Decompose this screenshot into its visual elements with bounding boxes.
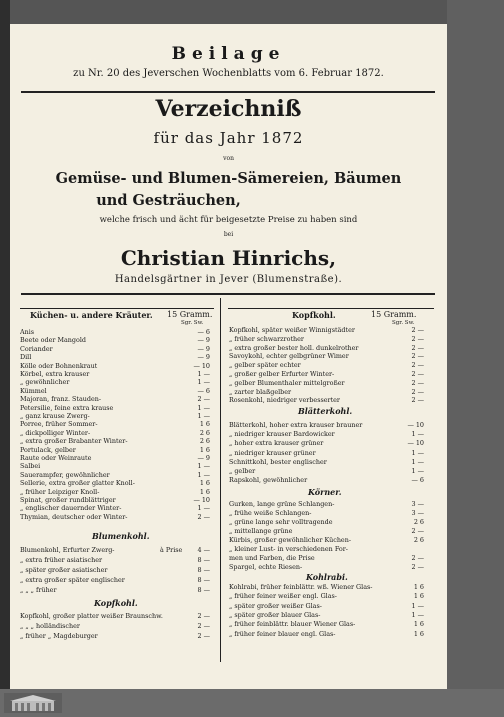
- item-name: „ extra früher asiatischer: [20, 556, 103, 564]
- list-item: [229, 352, 424, 360]
- book-binding: [0, 0, 10, 717]
- list-item: [229, 326, 424, 334]
- item-name: Portulack, gelber: [20, 445, 76, 454]
- item-price: 8 —: [197, 576, 210, 584]
- list-item: [20, 437, 210, 445]
- list-item: [229, 476, 424, 484]
- item-price: 1 —: [197, 378, 210, 387]
- left-unit: 15 Gramm.: [167, 310, 213, 319]
- item-price: 1 —: [197, 370, 210, 378]
- item-price: 2 —: [411, 527, 424, 535]
- item-price: 1 —: [197, 470, 210, 479]
- list-item: [229, 344, 424, 352]
- item-name: Kölle oder Bohnenkraut: [20, 361, 98, 370]
- right-heading: Kopfkohl.: [292, 310, 336, 320]
- list-item: [20, 420, 210, 428]
- item-name: Spinat, großer rundblättriger: [20, 496, 116, 504]
- item-name: Kürbis, großer gewöhnlicher Küchen-: [229, 536, 351, 544]
- item-price: 2 —: [197, 512, 210, 521]
- item-name: Savoykohl, echter gelbgrüner Wimer: [229, 352, 349, 361]
- list-item: [229, 611, 424, 619]
- item-price: 1 —: [411, 457, 424, 466]
- merchant-name: Christian Hinrichs,: [120, 246, 337, 270]
- item-price: 1 6: [199, 487, 210, 496]
- list-item: [229, 563, 424, 571]
- item-price: — 6: [411, 476, 424, 485]
- item-price: 1 6: [199, 479, 210, 488]
- item-price: — 6: [197, 386, 210, 395]
- item-name: Thymian, deutscher oder Winter-: [20, 512, 128, 521]
- list-item: [229, 439, 424, 447]
- item-name: „ kleiner Lust- in verschiedenen For-: [229, 545, 348, 553]
- item-price: 1 6: [413, 629, 424, 638]
- item-name: Kümmel: [20, 386, 47, 395]
- kopfkohl-left-heading: Kopfkohl.: [94, 598, 138, 608]
- verzeichniss-title: Verzeichniß: [155, 96, 302, 122]
- item-name: „ niedriger krauser grüner: [229, 448, 316, 457]
- item-price: 2 —: [411, 378, 424, 387]
- item-name: „ früher feinblättr. blauer Wiener Glas-: [229, 620, 356, 629]
- list-item: [20, 395, 210, 403]
- item-price: 1 —: [411, 601, 424, 610]
- item-name: „ früher „ Magdeburger: [20, 632, 98, 640]
- item-name: Dill: [20, 353, 32, 362]
- item-price: 2 —: [411, 396, 424, 405]
- item-name: Majoran, franz. Stauden-: [20, 395, 102, 404]
- item-price: 2 —: [411, 387, 424, 396]
- item-name: Petersilie, feine extra krause: [20, 403, 114, 412]
- list-item: [20, 504, 210, 512]
- list-item: [229, 467, 424, 475]
- list-item: [20, 546, 210, 554]
- item-price: — 9: [197, 454, 210, 462]
- item-name: „ extra großer bester holl. dunkelrother: [229, 343, 359, 352]
- list-item: [229, 379, 424, 387]
- list-item: [229, 518, 424, 526]
- item-name: „ gewöhnlicher: [20, 378, 70, 387]
- item-price: 2 —: [411, 361, 424, 370]
- item-name: „ niedriger krauser Bardowicker: [229, 430, 335, 439]
- list-item: [229, 620, 424, 628]
- item-price: 3 —: [411, 509, 424, 517]
- item-price: 1 —: [197, 462, 210, 471]
- list-item: [20, 632, 210, 640]
- list-item: [20, 353, 210, 361]
- item-price: 2 6: [199, 428, 210, 437]
- item-name: Coriander: [20, 344, 53, 353]
- item-name: Rosenkohl, niedriger verbesserter: [229, 396, 340, 405]
- left-heading: Küchen- u. andere Kräuter.: [30, 310, 153, 320]
- list-item: [20, 404, 210, 412]
- list-item: [229, 449, 424, 457]
- list-item: [20, 612, 210, 620]
- item-price: — 10: [193, 496, 210, 504]
- item-price: 2 —: [411, 370, 424, 378]
- offer-line: welche frisch und ächt für beigesetzte Preise zu haben sind: [99, 215, 358, 225]
- item-name: „ früher schwarzrother: [229, 334, 304, 343]
- list-item: [20, 556, 210, 564]
- item-price: 2 —: [411, 334, 424, 343]
- list-item: [229, 536, 424, 544]
- list-item: [229, 361, 424, 369]
- list-item: [20, 479, 210, 487]
- list-item: [20, 471, 210, 479]
- list-item: [20, 586, 210, 594]
- item-name: Raute oder Weinraute: [20, 454, 92, 462]
- item-price: 2 6: [413, 536, 424, 544]
- list-item: [20, 496, 210, 504]
- list-item: [229, 554, 424, 562]
- list-item: [20, 446, 210, 454]
- rule-top: [21, 91, 435, 93]
- item-name: „ englischer dauernder Winter-: [20, 504, 122, 513]
- list-item: [20, 488, 210, 496]
- item-name: „ ganz krause Zwerg-: [20, 412, 90, 420]
- item-price: 4 —: [197, 546, 210, 554]
- item-price: 1 6: [413, 583, 424, 591]
- page-margin-background: [447, 0, 504, 717]
- list-item: [229, 527, 424, 535]
- list-item: [229, 592, 424, 600]
- item-name: „ „ „ früher: [20, 586, 57, 594]
- item-name: „ frühe weiße Schlangen-: [229, 509, 312, 517]
- item-name: „ mittellange grüne: [229, 527, 293, 535]
- item-name: „ gelber später echter: [229, 361, 301, 370]
- item-price: 1 6: [199, 445, 210, 454]
- item-name: „ früher feiner blauer engl. Glas-: [229, 629, 336, 638]
- rule-bottom: [21, 293, 435, 295]
- item-price: 2 —: [197, 632, 210, 640]
- item-price: 3 —: [411, 500, 424, 508]
- item-price: — 6: [197, 328, 210, 336]
- list-item: [20, 454, 210, 462]
- item-price: 8 —: [197, 586, 210, 594]
- item-price: 2 —: [411, 326, 424, 334]
- item-name: Kohlrabi, früher feinblättr. wß. Wiener Glas-: [229, 583, 373, 591]
- item-name: Rapskohl, gewöhnlicher: [229, 476, 308, 485]
- item-name: „ „ „ holländischer: [20, 622, 80, 630]
- item-price: 2 6: [413, 518, 424, 526]
- von-label: von: [223, 155, 234, 162]
- item-price: — 10: [407, 439, 424, 448]
- item-price: 1 —: [197, 403, 210, 412]
- item-name: „ hoher extra krauser grüner: [229, 439, 324, 448]
- right-unit: 15 Gramm.: [371, 310, 417, 319]
- list-item: [20, 378, 210, 386]
- left-subunit: Sgr. Sw.: [181, 320, 204, 326]
- list-item: [20, 345, 210, 353]
- list-item: [229, 602, 424, 610]
- list-item: [20, 336, 210, 344]
- item-name: „ später großer asiatischer: [20, 566, 108, 574]
- list-item: [229, 421, 424, 429]
- list-item: [20, 412, 210, 420]
- item-price: 2 —: [411, 563, 424, 571]
- list-item: [20, 387, 210, 395]
- item-price: 1 6: [199, 420, 210, 429]
- item-name: Blumenkohl, Erfurter Zwerg-: [20, 546, 115, 554]
- subject-line-2: und Gesträuchen,: [96, 192, 241, 209]
- item-name: „ gelber: [229, 467, 256, 475]
- item-name: „ extra großer später englischer: [20, 576, 125, 584]
- item-name: Beete oder Mangold: [20, 336, 86, 345]
- issue-subtitle: zu Nr. 20 des Jeverschen Wochenblatts vom 6. Februar 1872.: [73, 68, 384, 79]
- item-name: „ grüne lange sehr volltragende: [229, 518, 333, 526]
- subject-line-1: Gemüse- und Blumen-Sämereien, Bäumen: [55, 170, 402, 187]
- item-name: Kopfkohl, später weißer Winnigstädter: [229, 326, 355, 334]
- item-name: Salbei: [20, 462, 41, 471]
- item-price: 2 —: [411, 554, 424, 562]
- item-price: 1 —: [197, 412, 210, 420]
- list-item: [20, 566, 210, 574]
- item-name: Körbel, extra krauser: [20, 370, 90, 378]
- item-name: „ gelber Blumenthaler mittelgroßer: [229, 378, 345, 387]
- item-price: — 10: [193, 361, 210, 370]
- merchant-subtitle: Handelsgärtner in Jever (Blumenstraße).: [114, 274, 343, 285]
- item-name: men und Farben, die Prise: [229, 554, 315, 562]
- list-item: [20, 576, 210, 584]
- list-item: [229, 509, 424, 517]
- item-price: — 9: [197, 344, 210, 353]
- item-price: — 9: [197, 353, 210, 362]
- blumenkohl-heading: Blumenkohl.: [92, 531, 150, 541]
- item-name: Anis: [20, 328, 35, 336]
- item-price: 8 —: [197, 566, 210, 574]
- item-price: 1 —: [411, 610, 424, 619]
- list-item: [229, 430, 424, 438]
- item-name: „ früher feiner weißer engl. Glas-: [229, 592, 337, 601]
- right-column-rule: [228, 308, 434, 309]
- item-price: 2 —: [197, 612, 210, 620]
- item-price: 1 —: [411, 448, 424, 457]
- item-price: 1 —: [411, 430, 424, 439]
- item-name: Sellerie, extra großer glatter Knoll-: [20, 479, 135, 488]
- item-price: 1 6: [413, 620, 424, 629]
- item-name: Gurken, lange grüne Schlangen-: [229, 500, 335, 508]
- item-price: 2 —: [411, 343, 424, 352]
- right-subunit: Sgr. Sw.: [392, 320, 415, 326]
- item-name: Kopfkohl, großer platter weißer Braunschw.: [20, 612, 163, 620]
- item-price: 1 —: [411, 467, 424, 475]
- item-name: Sauerampfer, gewöhnlicher: [20, 470, 110, 479]
- list-item: [229, 388, 424, 396]
- beilage-title: Beilage: [171, 44, 286, 64]
- list-item: [229, 335, 424, 343]
- item-name: „ zarter blaßgelber: [229, 387, 292, 396]
- column-divider: [220, 298, 221, 662]
- library-building-logo: [4, 693, 62, 713]
- item-name: Porree, früher Sommer-: [20, 420, 98, 429]
- list-item: [20, 429, 210, 437]
- year-line: für das Jahr 1872: [153, 129, 304, 147]
- list-item: [229, 583, 424, 591]
- item-name: Blätterkohl, hoher extra krauser brauner: [229, 421, 363, 429]
- list-item: [20, 370, 210, 378]
- list-item: [229, 630, 424, 638]
- list-item: [20, 622, 210, 630]
- list-item: [229, 458, 424, 466]
- left-column-rule: [20, 308, 214, 309]
- item-price: 2 —: [197, 395, 210, 404]
- list-item: [20, 362, 210, 370]
- kohlrabi-heading: Kohlrabi.: [306, 572, 348, 582]
- bottom-strip: [0, 689, 504, 717]
- item-price: 8 —: [197, 556, 210, 564]
- item-price: 2 —: [411, 352, 424, 361]
- item-name: „ extra großer Brabanter Winter-: [20, 437, 128, 446]
- list-item: [229, 370, 424, 378]
- item-name: „ später großer weißer Glas-: [229, 601, 322, 610]
- bei-label: bei: [223, 231, 234, 238]
- item-price: — 10: [407, 421, 424, 429]
- blaetterkohl-heading: Blätterkohl.: [298, 406, 353, 416]
- item-name: Spargel, echte Riesen-: [229, 563, 303, 571]
- item-price: — 9: [197, 336, 210, 345]
- list-item: [229, 396, 424, 404]
- item-name: Schnittkohl, bester englischer: [229, 457, 327, 466]
- list-item: [20, 462, 210, 470]
- item-unit: à Prise: [160, 546, 183, 554]
- item-name: „ später großer blauer Glas-: [229, 610, 321, 619]
- item-name: „ früher Leipziger Knoll-: [20, 487, 100, 496]
- item-name: „ dickpolliger Winter-: [20, 428, 91, 437]
- item-name: „ großer gelber Erfurter Winter-: [229, 370, 335, 378]
- list-item: [20, 513, 210, 521]
- list-item: [229, 545, 424, 553]
- list-item: [20, 328, 210, 336]
- item-price: 1 —: [197, 504, 210, 513]
- item-price: 2 6: [199, 437, 210, 446]
- koerner-heading: Körner.: [308, 487, 342, 497]
- item-price: 2 —: [197, 622, 210, 630]
- list-item: [229, 500, 424, 508]
- item-price: 1 6: [413, 592, 424, 601]
